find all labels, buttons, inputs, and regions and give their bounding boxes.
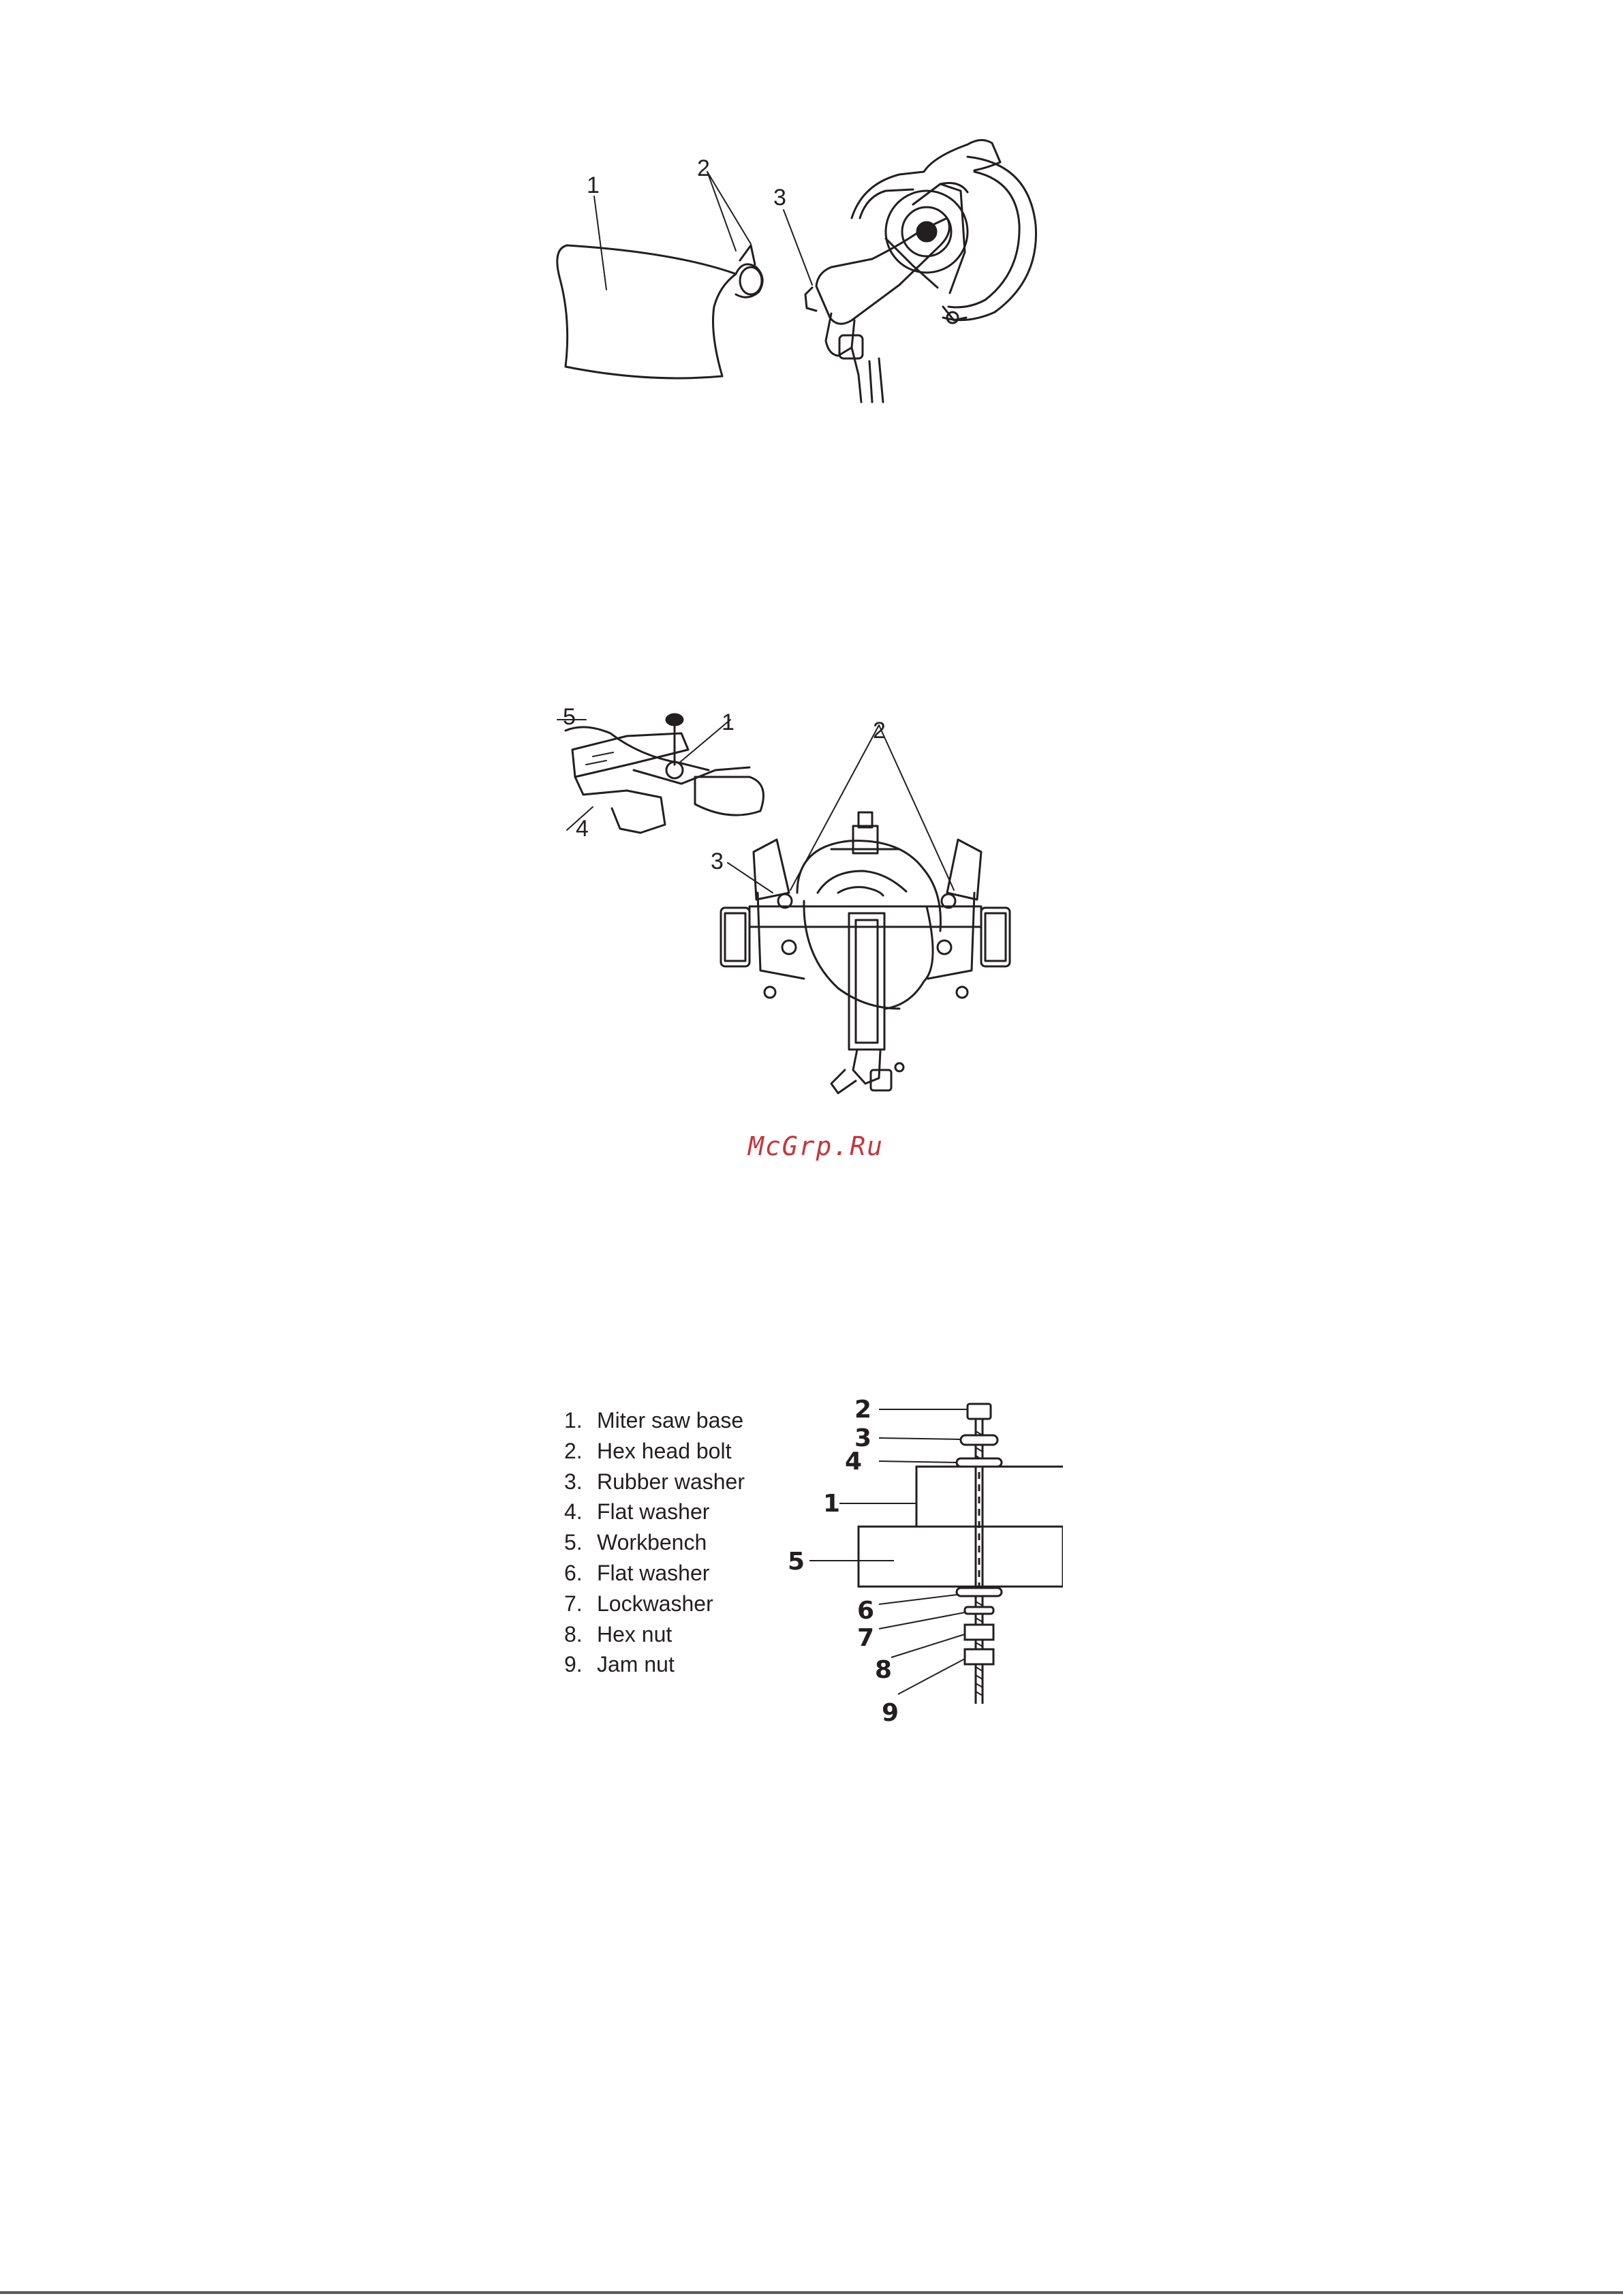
figure3-callout-3: 3 [854, 1424, 872, 1452]
footer-rule [0, 2291, 1623, 2294]
hardware-assembly-diagram [777, 1390, 1063, 1731]
hex-nut [965, 1625, 993, 1640]
miter-saw-base [916, 1467, 1063, 1527]
hardware-legend [564, 1405, 745, 1680]
figure2-callout-2: 2 [873, 718, 886, 744]
workbench [859, 1527, 1063, 1587]
legend-item: 3. Rubber washer [564, 1469, 745, 1494]
jam-nut [965, 1649, 993, 1664]
figure3-callout-2: 2 [854, 1396, 872, 1424]
figure3-callout-4: 4 [845, 1448, 863, 1475]
legend-item: 4. Flat washer [564, 1499, 710, 1525]
watermark: McGrp.Ru [748, 1131, 884, 1161]
legend-item: 1. Miter saw base [564, 1408, 744, 1433]
figure-fence-top-view [545, 688, 1090, 1111]
figure1-callout-3: 3 [773, 185, 786, 211]
flat-washer-top [957, 1458, 1002, 1467]
blade-circle [797, 841, 941, 931]
figure-dust-bag [531, 116, 1049, 416]
legend-item: 7. Lockwasher [564, 1591, 713, 1616]
figure3-callout-1: 1 [823, 1490, 841, 1518]
figure3-callout-9: 9 [882, 1699, 899, 1727]
figure3-callout-7: 7 [857, 1624, 875, 1652]
figure2-callout-5: 5 [563, 704, 576, 730]
figure3-callout-5: 5 [788, 1548, 805, 1576]
legend-item: 6. Flat washer [564, 1560, 710, 1585]
dust-bag [557, 245, 736, 378]
figure3-callout-6: 6 [857, 1597, 875, 1625]
legend-item: 8. Hex nut [564, 1621, 673, 1647]
lockwasher [965, 1607, 993, 1614]
legend-item: 2. Hex head bolt [564, 1438, 732, 1463]
flat-washer-bottom [957, 1588, 1002, 1596]
rubber-washer [961, 1435, 998, 1445]
fence-detail [572, 733, 688, 777]
figure2-callout-3: 3 [711, 848, 724, 874]
figure1-callout-1: 1 [587, 172, 600, 198]
legend-item: 5. Workbench [564, 1530, 707, 1555]
legend-item: 9. Jam nut [564, 1652, 675, 1677]
figure1-callout-2: 2 [697, 155, 710, 181]
figure2-callout-1: 1 [722, 709, 735, 735]
figure3-callout-8: 8 [875, 1656, 893, 1684]
figure2-callout-4: 4 [576, 816, 589, 842]
